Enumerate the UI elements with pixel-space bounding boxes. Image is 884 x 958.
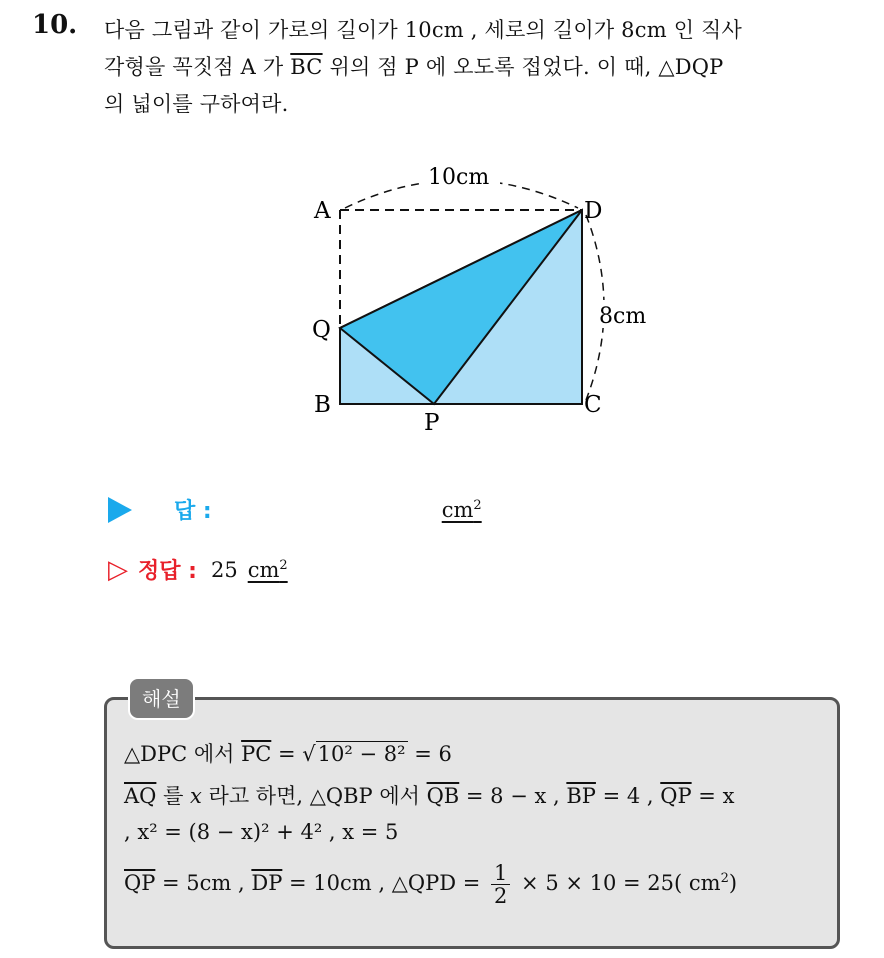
label-p: P xyxy=(424,410,440,436)
solution-line-3: , x² = (8 − x)² + 4² , x = 5 xyxy=(124,820,399,844)
label-q: Q xyxy=(312,317,331,343)
answer-label: 답 : xyxy=(174,499,212,524)
correct-answer-row xyxy=(108,554,288,585)
solution-line-4: $\overline{QP} = 5cm$ , $\overline{DP} = 10cm$ , △QPD = $\frac{1}{2}$ × 5 × 10 = 25( $cm^2$) xyxy=(124,861,738,908)
height-label: 8cm xyxy=(599,304,647,329)
folded-rectangle-figure xyxy=(300,160,680,440)
play-icon xyxy=(108,497,132,523)
correct-answer-value: 25 xyxy=(210,557,238,582)
answer-row xyxy=(108,494,482,525)
question-text xyxy=(104,12,864,123)
correct-answer-label: 정답 : xyxy=(138,559,197,584)
label-a: A xyxy=(314,198,331,224)
question-number: 10. xyxy=(32,10,78,40)
solution-tab: 해설 xyxy=(128,677,195,720)
solution-line-1: △DPC 에서 $\overline{PC} = √10^2 - 8^2 = 6$ xyxy=(124,742,452,766)
fraction-one-half: $\frac{1}{2}$ xyxy=(491,862,510,907)
solution-line-2: $\overline{AQ}$ 를 x 라고 하면, △QBP 에서 $\overline{QB} = 8 - x$ , $\overline{BP} = 4$ , $\overline{QP} = x$ xyxy=(124,784,735,808)
question-line-2: 각형을 꼭짓점 A 가 $\overline{BC}$ 위의 점 P 에 오도록 접었다. 이 때, △DQP xyxy=(104,55,724,79)
label-c: C xyxy=(584,392,602,418)
question-line-3: 의 넓이를 구하여라. xyxy=(104,92,289,116)
correct-answer-unit: $cm^2$ xyxy=(247,557,288,582)
question-line-1: 다음 그림과 같이 가로의 길이가 10cm , 세로의 길이가 8cm 인 직사 xyxy=(104,18,743,42)
outline-play-icon: ▷ xyxy=(108,554,128,585)
answer-input[interactable] xyxy=(212,497,442,523)
label-b: B xyxy=(314,392,331,418)
label-d: D xyxy=(584,198,603,224)
width-label: 10cm xyxy=(428,165,490,190)
answer-unit: $cm^2$ xyxy=(441,497,482,522)
